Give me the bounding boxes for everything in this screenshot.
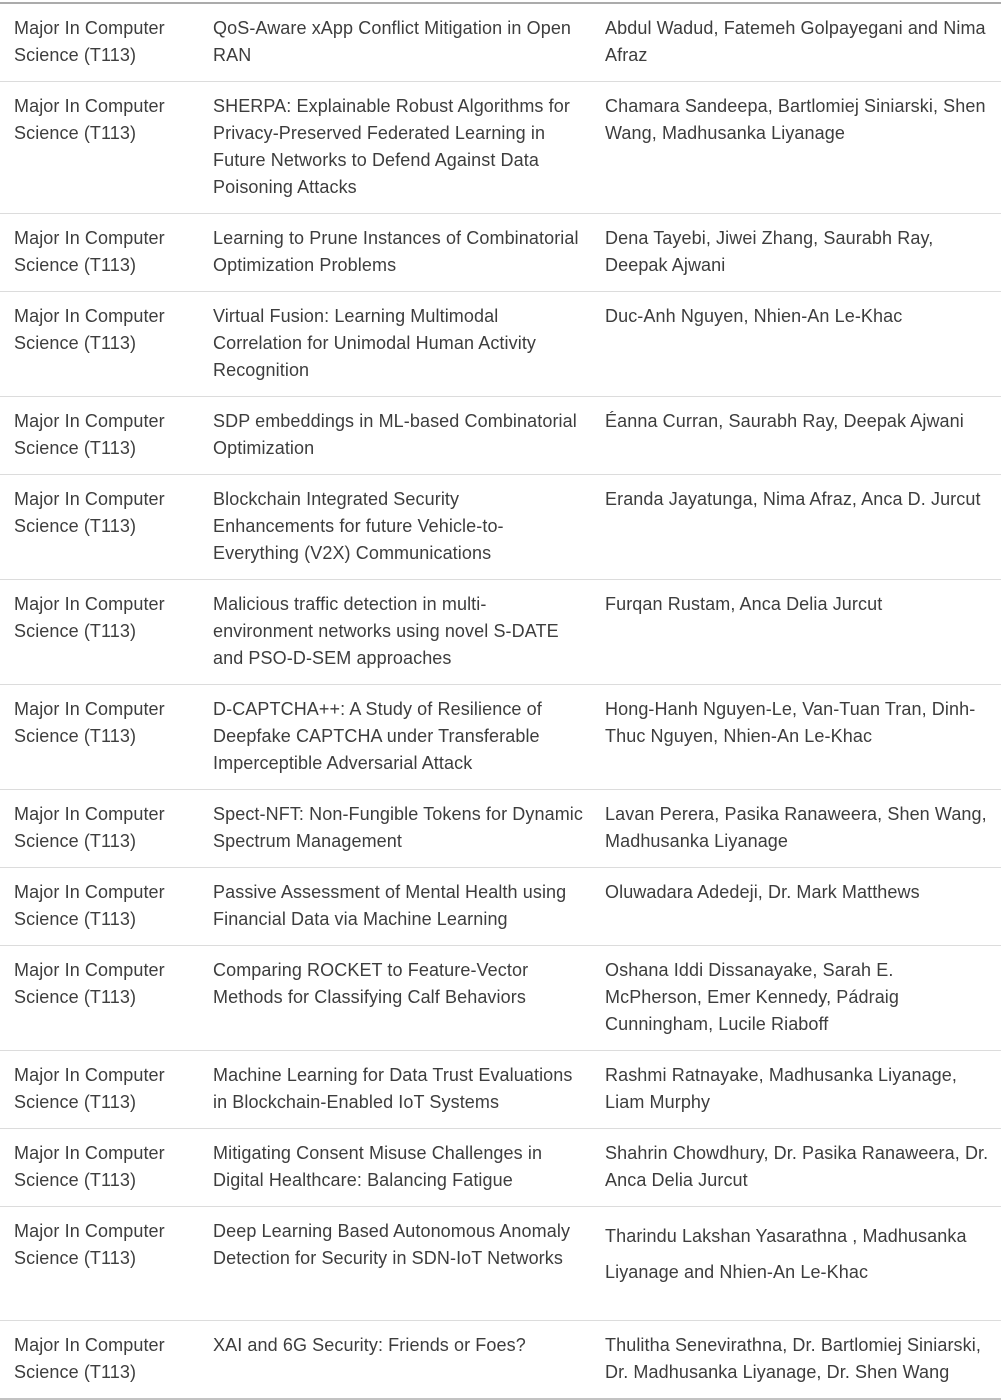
table-row [0, 790, 1001, 868]
paper-title-cell: Spect-NFT: Non-Fungible Tokens for Dynamic Spectrum Management [199, 790, 592, 868]
session-cell: Major In Computer Science (T113) [0, 580, 199, 685]
session-cell: Major In Computer Science (T113) [0, 868, 199, 946]
authors-cell: Chamara Sandeepa, Bartlomiej Siniarski, Shen Wang, Madhusanka Liyanage [592, 82, 1001, 214]
session-cell: Major In Computer Science (T113) [0, 292, 199, 397]
table-row [0, 397, 1001, 475]
paper-title-cell: Virtual Fusion: Learning Multimodal Correlation for Unimodal Human Activity Recognition [199, 292, 592, 397]
session-cell: Major In Computer Science (T113) [0, 685, 199, 790]
paper-title-cell: XAI and 6G Security: Friends or Foes? [199, 1321, 592, 1400]
authors-cell: Shahrin Chowdhury, Dr. Pasika Ranaweera, Dr. Anca Delia Jurcut [592, 1129, 1001, 1207]
paper-title-cell: SHERPA: Explainable Robust Algorithms for Privacy-Preserved Federated Learning in Future Networks to Defend Against Data Poisoning Attacks [199, 82, 592, 214]
paper-title-cell: Comparing ROCKET to Feature-Vector Methods for Classifying Calf Behaviors [199, 946, 592, 1051]
session-cell: Major In Computer Science (T113) [0, 1207, 199, 1321]
authors-cell: Thulitha Senevirathna, Dr. Bartlomiej Siniarski, Dr. Madhusanka Liyanage, Dr. Shen Wang [592, 1321, 1001, 1400]
table-row [0, 1207, 1001, 1321]
paper-title-cell: Blockchain Integrated Security Enhancements for future Vehicle-to-Everything (V2X) Communications [199, 475, 592, 580]
paper-title-cell: Passive Assessment of Mental Health using Financial Data via Machine Learning [199, 868, 592, 946]
paper-title-cell: Malicious traffic detection in multi-environment networks using novel S-DATE and PSO-D-SEM approaches [199, 580, 592, 685]
session-cell: Major In Computer Science (T113) [0, 397, 199, 475]
session-cell: Major In Computer Science (T113) [0, 1051, 199, 1129]
table-row [0, 868, 1001, 946]
paper-title-cell: Deep Learning Based Autonomous Anomaly Detection for Security in SDN-IoT Networks [199, 1207, 592, 1321]
authors-cell: Duc-Anh Nguyen, Nhien-An Le-Khac [592, 292, 1001, 397]
session-cell: Major In Computer Science (T113) [0, 1129, 199, 1207]
table-row [0, 1321, 1001, 1400]
authors-cell: Tharindu Lakshan Yasarathna , Madhusanka Liyanage and Nhien-An Le-Khac [592, 1207, 1001, 1321]
session-cell: Major In Computer Science (T113) [0, 214, 199, 292]
authors-cell: Furqan Rustam, Anca Delia Jurcut [592, 580, 1001, 685]
session-cell: Major In Computer Science (T113) [14, 18, 165, 65]
authors-cell: Eranda Jayatunga, Nima Afraz, Anca D. Jurcut [592, 475, 1001, 580]
authors-cell: Oshana Iddi Dissanayake, Sarah E. McPherson, Emer Kennedy, Pádraig Cunningham, Lucile Riaboff [592, 946, 1001, 1051]
table-row [0, 685, 1001, 790]
authors-cell: Éanna Curran, Saurabh Ray, Deepak Ajwani [592, 397, 1001, 475]
table-row [0, 1129, 1001, 1207]
authors-cell: Rashmi Ratnayake, Madhusanka Liyanage, Liam Murphy [592, 1051, 1001, 1129]
authors-cell: Oluwadara Adedeji, Dr. Mark Matthews [592, 868, 1001, 946]
conference-program [0, 2, 1001, 1400]
paper-title-cell: Learning to Prune Instances of Combinatorial Optimization Problems [199, 214, 592, 292]
table-row [0, 1051, 1001, 1129]
session-cell: Major In Computer Science (T113) [0, 82, 199, 214]
sessions-table [0, 2, 1001, 1400]
table-row [0, 946, 1001, 1051]
table-row [0, 214, 1001, 292]
table-body [0, 3, 1001, 1399]
table-row [0, 475, 1001, 580]
table-row [0, 580, 1001, 685]
authors-cell: Dena Tayebi, Jiwei Zhang, Saurabh Ray, Deepak Ajwani [592, 214, 1001, 292]
paper-title-cell: Mitigating Consent Misuse Challenges in Digital Healthcare: Balancing Fatigue [199, 1129, 592, 1207]
table-row [0, 292, 1001, 397]
table-row [0, 82, 1001, 214]
paper-title-cell: D-CAPTCHA++: A Study of Resilience of Deepfake CAPTCHA under Transferable Imperceptible Adversarial Attack [199, 685, 592, 790]
session-cell: Major In Computer Science (T113) [0, 946, 199, 1051]
authors-cell: Abdul Wadud, Fatemeh Golpayegani and Nima Afraz [605, 18, 986, 65]
paper-title-cell: QoS-Aware xApp Conflict Mitigation in Open RAN [213, 18, 572, 65]
session-cell: Major In Computer Science (T113) [0, 475, 199, 580]
session-cell: Major In Computer Science (T113) [0, 1321, 199, 1400]
authors-cell: Lavan Perera, Pasika Ranaweera, Shen Wang, Madhusanka Liyanage [592, 790, 1001, 868]
authors-cell: Hong-Hanh Nguyen-Le, Van-Tuan Tran, Dinh-Thuc Nguyen, Nhien-An Le-Khac [592, 685, 1001, 790]
session-cell: Major In Computer Science (T113) [0, 790, 199, 868]
paper-title-cell: SDP embeddings in ML-based Combinatorial Optimization [199, 397, 592, 475]
paper-title-cell: Machine Learning for Data Trust Evaluations in Blockchain-Enabled IoT Systems [199, 1051, 592, 1129]
table-row [0, 3, 1001, 82]
